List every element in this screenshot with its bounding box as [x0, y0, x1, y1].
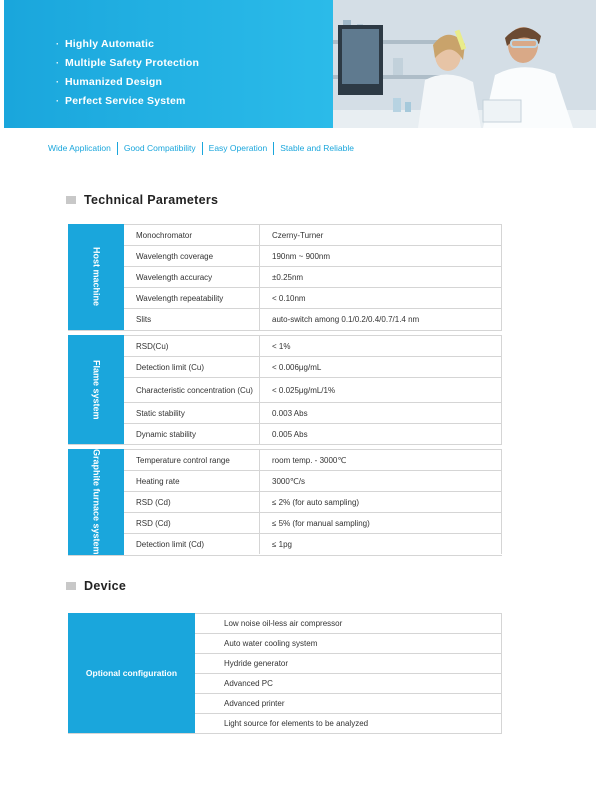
bullet-icon: ·: [56, 58, 60, 68]
param-value: < 0.006μg/mL: [272, 362, 322, 372]
list-item: Low noise oil-less air compressor: [195, 613, 502, 633]
list-item: Advanced printer: [195, 693, 502, 713]
table-row: [124, 287, 502, 308]
table-row: [124, 266, 502, 287]
table-row: [124, 224, 502, 245]
device-rows: [195, 613, 502, 733]
section-title: Device: [84, 579, 127, 593]
param-name: Wavelength accuracy: [124, 267, 260, 287]
param-value: 0.003 Abs: [272, 408, 308, 418]
list-item: Auto water cooling system: [195, 633, 502, 653]
table-row: [124, 533, 502, 554]
feature-item: · Humanized Design: [56, 73, 199, 92]
param-value: room temp. - 3000℃: [272, 455, 347, 465]
param-name: Characteristic concentration (Cu): [124, 378, 260, 402]
table-row: [124, 423, 502, 444]
param-value: 190nm ~ 900nm: [272, 251, 331, 261]
group-rows: [124, 335, 502, 444]
feature-item: · Highly Automatic: [56, 35, 199, 54]
feature-list: [56, 35, 199, 111]
list-item: Light source for elements to be analyzed: [195, 713, 502, 733]
tagline-item: Good Compatibility: [117, 142, 202, 155]
table-row: [124, 335, 502, 356]
bullet-icon: ·: [56, 96, 60, 106]
param-value: auto-switch among 0.1/0.2/0.4/0.7/1.4 nm: [272, 315, 420, 324]
table-row: [124, 491, 502, 512]
lab-scientists-photo: [333, 0, 596, 128]
param-group-graphite-furnace: [68, 449, 502, 556]
param-name: RSD (Cd): [124, 513, 260, 533]
table-row: [124, 470, 502, 491]
hero-banner: [4, 0, 596, 128]
bullet-icon: ·: [56, 77, 60, 87]
device-heading: [66, 579, 126, 593]
param-value: ≤ 1pg: [272, 539, 292, 549]
device-group-label: Optional configuration: [68, 613, 195, 733]
feature-item: · Multiple Safety Protection: [56, 54, 199, 73]
group-label: Graphite furnace system: [68, 449, 124, 555]
table-row: [124, 245, 502, 266]
list-item: Hydride generator: [195, 653, 502, 673]
param-value: Czerny-Turner: [272, 230, 324, 240]
tagline: [48, 142, 360, 155]
tagline-item: Stable and Reliable: [273, 142, 360, 155]
group-rows: [124, 449, 502, 555]
table-row: [124, 356, 502, 377]
tagline-item: Wide Application: [48, 143, 111, 153]
list-item: Advanced PC: [195, 673, 502, 693]
param-name: Dynamic stability: [124, 424, 260, 444]
square-icon: [66, 582, 76, 590]
param-name: Wavelength coverage: [124, 246, 260, 266]
table-row: [124, 512, 502, 533]
param-value: < 1%: [272, 341, 291, 351]
param-group-flame-system: [68, 335, 502, 445]
table-row: [124, 377, 502, 402]
param-value: ±0.25nm: [272, 272, 304, 282]
param-name: Static stability: [124, 403, 260, 423]
param-value: < 0.025μg/mL/1%: [272, 385, 336, 395]
param-group-host-machine: [68, 224, 502, 331]
table-row: [124, 308, 502, 330]
bullet-icon: ·: [56, 39, 60, 49]
param-name: RSD (Cd): [124, 492, 260, 512]
param-value: ≤ 5% (for manual sampling): [272, 518, 370, 528]
param-name: Heating rate: [124, 471, 260, 491]
param-name: Wavelength repeatability: [124, 288, 260, 308]
param-value: 0.005 Abs: [272, 429, 308, 439]
square-icon: [66, 196, 76, 204]
technical-parameters-table: [68, 224, 502, 560]
param-value: 3000℃/s: [272, 476, 306, 486]
group-label: Flame system: [68, 335, 124, 444]
param-value: < 0.10nm: [272, 293, 306, 303]
param-name: Monochromator: [124, 225, 260, 245]
table-row: [124, 402, 502, 423]
param-name: Slits: [124, 309, 260, 330]
table-row: [124, 449, 502, 470]
device-table: [68, 613, 502, 734]
group-label: Host machine: [68, 224, 124, 330]
section-title: Technical Parameters: [84, 193, 219, 207]
technical-parameters-heading: [66, 193, 218, 207]
param-name: Temperature control range: [124, 450, 260, 470]
param-name: RSD(Cu): [124, 336, 260, 356]
group-rows: [124, 224, 502, 330]
tagline-item: Easy Operation: [202, 142, 274, 155]
param-value: ≤ 2% (for auto sampling): [272, 497, 360, 507]
param-name: Detection limit (Cd): [124, 534, 260, 554]
feature-item: · Perfect Service System: [56, 92, 199, 111]
param-name: Detection limit (Cu): [124, 357, 260, 377]
